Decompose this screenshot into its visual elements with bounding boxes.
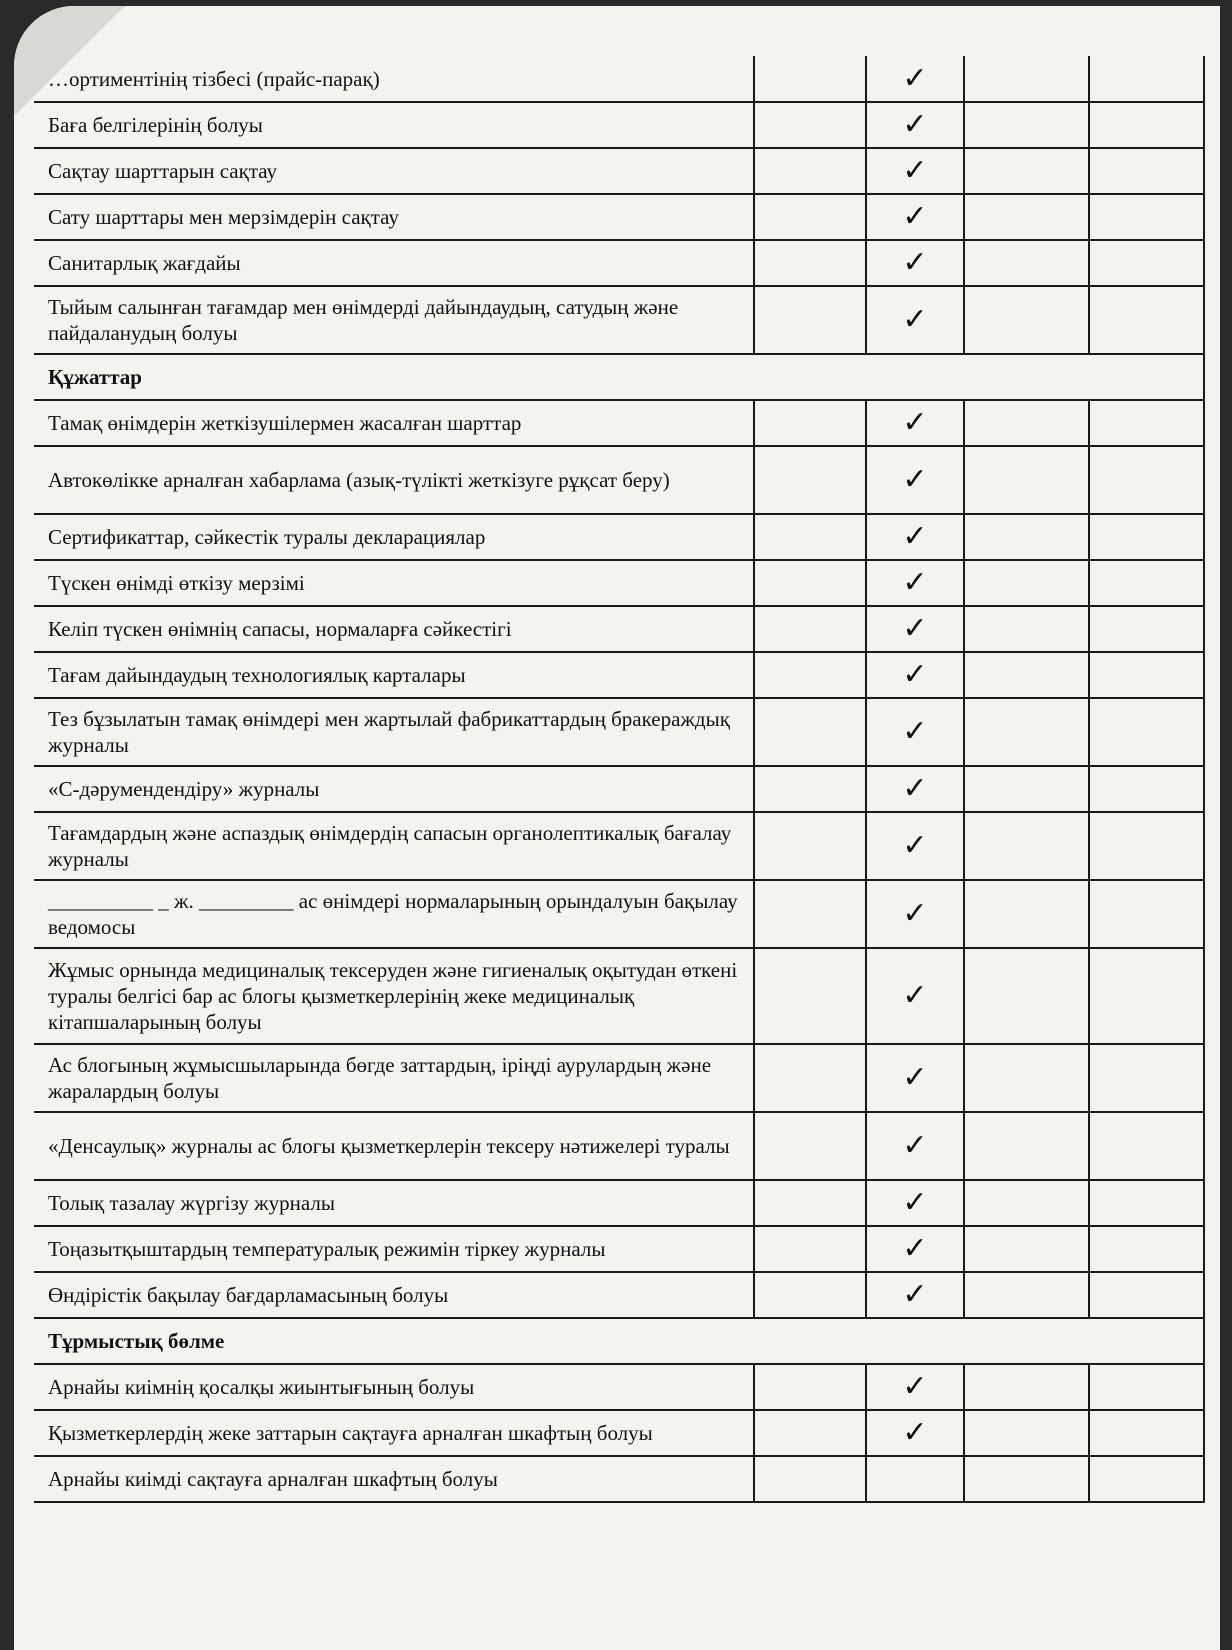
handwritten-check-mark: ✓ [902, 657, 928, 692]
blank-cell-c [1089, 286, 1204, 354]
checklist-row [34, 514, 1204, 560]
handwritten-check-mark: ✓ [902, 107, 928, 142]
check-cell [866, 1456, 964, 1502]
checklist-item-label: Толық тазалау жүргізу журналы [34, 1180, 754, 1226]
blank-cell-a [754, 286, 866, 354]
blank-cell-b [964, 560, 1089, 606]
check-cell [866, 1272, 964, 1318]
checklist-item-label: Тез бұзылатын тамақ өнімдері мен жартылай фабрикаттардың бракераждық журналы [34, 698, 754, 766]
handwritten-check-mark: ✓ [902, 302, 928, 337]
checklist-table [34, 56, 1205, 1503]
blank-cell-a [754, 148, 866, 194]
checklist-item-label: Сақтау шарттарын сақтау [34, 148, 754, 194]
blank-cell-c [1089, 1272, 1204, 1318]
handwritten-check-mark: ✓ [902, 519, 928, 554]
blank-cell-b [964, 102, 1089, 148]
section-header-row [34, 1318, 1204, 1364]
checklist-item-label: «Денсаулық» журналы ас блогы қызметкерлерін тексеру нәтижелері туралы [34, 1112, 754, 1180]
checklist-item-label: Арнайы киімнің қосалқы жиынтығының болуы [34, 1364, 754, 1410]
blank-cell-a [754, 1112, 866, 1180]
document-page [14, 6, 1220, 1650]
blank-cell-b [964, 1272, 1089, 1318]
check-cell [866, 606, 964, 652]
handwritten-check-mark: ✓ [902, 565, 928, 600]
handwritten-check-mark: ✓ [902, 60, 928, 96]
blank-cell-c [1089, 400, 1204, 446]
checklist-row [34, 1410, 1204, 1456]
blank-cell-a [754, 698, 866, 766]
blank-cell-c [1089, 880, 1204, 948]
blank-cell-a [754, 1364, 866, 1410]
checklist-item-label: «С-дәрумендендіру» журналы [34, 766, 754, 812]
blank-cell-b [964, 194, 1089, 240]
blank-cell-a [754, 948, 866, 1044]
blank-cell-c [1089, 1112, 1204, 1180]
blank-cell-c [1089, 1364, 1204, 1410]
blank-cell-c [1089, 560, 1204, 606]
blank-cell-c [1089, 194, 1204, 240]
checklist-row [34, 1112, 1204, 1180]
checklist-item-label: Баға белгілерінің болуы [34, 102, 754, 148]
check-cell [866, 240, 964, 286]
blank-cell-b [964, 698, 1089, 766]
section-edge-cell [1089, 1318, 1204, 1364]
blank-cell-a [754, 1180, 866, 1226]
checklist-item-label: Тоңазытқыштардың температуралық режимін тіркеу журналы [34, 1226, 754, 1272]
checklist-row [34, 948, 1204, 1044]
blank-cell-a [754, 102, 866, 148]
blank-cell-c [1089, 446, 1204, 514]
checklist-item-label: Тағам дайындаудың технологиялық карталары [34, 652, 754, 698]
check-cell [866, 880, 964, 948]
blank-cell-b [964, 286, 1089, 354]
checklist-item-label: Ас блогының жұмысшыларында бөгде заттардың, іріңді аурулардың және жаралардың болуы [34, 1044, 754, 1112]
checklist-item-label: Автокөлікке арналған хабарлама (азық-түлікті жеткізуге рұқсат беру) [34, 446, 754, 514]
check-cell [866, 652, 964, 698]
blank-cell-b [964, 1456, 1089, 1502]
handwritten-check-mark: ✓ [902, 978, 928, 1013]
blank-cell-a [754, 400, 866, 446]
checklist-row [34, 1044, 1204, 1112]
handwritten-check-mark: ✓ [902, 462, 928, 497]
section-title: Тұрмыстық бөлме [34, 1318, 1089, 1364]
check-cell [866, 1364, 964, 1410]
blank-cell-a [754, 1456, 866, 1502]
blank-cell-a [754, 606, 866, 652]
checklist-row [34, 1364, 1204, 1410]
handwritten-check-mark: ✓ [902, 1231, 928, 1266]
blank-cell-c [1089, 102, 1204, 148]
blank-cell-a [754, 652, 866, 698]
blank-cell-c [1089, 1180, 1204, 1226]
checklist-item-label: Тыйым салынған тағамдар мен өнімдерді дайындаудың, сатудың және пайдаланудың болуы [34, 286, 754, 354]
blank-cell-a [754, 240, 866, 286]
handwritten-check-mark: ✓ [902, 611, 928, 646]
blank-cell-b [964, 766, 1089, 812]
blank-cell-b [964, 652, 1089, 698]
checklist-row [34, 766, 1204, 812]
check-cell [866, 400, 964, 446]
checklist-item-label: Өндірістік бақылау бағдарламасының болуы [34, 1272, 754, 1318]
blank-cell-a [754, 1410, 866, 1456]
blank-cell-c [1089, 606, 1204, 652]
blank-cell-a [754, 56, 866, 102]
checklist-row [34, 1456, 1204, 1502]
blank-cell-b [964, 56, 1089, 102]
check-cell [866, 948, 964, 1044]
checklist-item-label: Тағамдардың және аспаздық өнімдердің сапасын органолептикалық бағалау журналы [34, 812, 754, 880]
blank-cell-b [964, 1410, 1089, 1456]
handwritten-check-mark: ✓ [902, 1277, 928, 1312]
handwritten-check-mark: ✓ [902, 1369, 928, 1404]
blank-cell-c [1089, 56, 1204, 102]
checklist-row [34, 1180, 1204, 1226]
blank-cell-c [1089, 652, 1204, 698]
check-cell [866, 812, 964, 880]
checklist-row [34, 148, 1204, 194]
handwritten-check-mark: ✓ [902, 1185, 928, 1220]
check-cell [866, 514, 964, 560]
checklist-row [34, 698, 1204, 766]
blank-cell-a [754, 194, 866, 240]
blank-cell-a [754, 1272, 866, 1318]
checklist-item-label: Арнайы киімді сақтауға арналған шкафтың болуы [34, 1456, 754, 1502]
check-cell [866, 1180, 964, 1226]
check-cell [866, 698, 964, 766]
check-cell [866, 102, 964, 148]
check-cell [866, 56, 964, 102]
blank-cell-a [754, 812, 866, 880]
blank-cell-b [964, 606, 1089, 652]
checklist-item-label: Қызметкерлердің жеке заттарын сақтауға арналған шкафтың болуы [34, 1410, 754, 1456]
checklist-row [34, 102, 1204, 148]
checklist-row [34, 194, 1204, 240]
blank-cell-b [964, 446, 1089, 514]
checklist-row [34, 652, 1204, 698]
blank-cell-b [964, 240, 1089, 286]
blank-cell-c [1089, 812, 1204, 880]
check-cell [866, 446, 964, 514]
checklist-row [34, 1226, 1204, 1272]
blank-cell-a [754, 514, 866, 560]
checklist-row [34, 560, 1204, 606]
handwritten-check-mark: ✓ [902, 405, 928, 440]
checklist-item-label: Санитарлық жағдайы [34, 240, 754, 286]
blank-cell-c [1089, 766, 1204, 812]
checklist-row [34, 286, 1204, 354]
check-cell [866, 1044, 964, 1112]
blank-cell-a [754, 880, 866, 948]
checklist-row [34, 1272, 1204, 1318]
blank-cell-a [754, 766, 866, 812]
handwritten-check-mark: ✓ [902, 771, 928, 806]
checklist-item-label: Түскен өнімді өткізу мерзімі [34, 560, 754, 606]
blank-cell-c [1089, 1044, 1204, 1112]
checklist-body [34, 56, 1204, 1502]
checklist-row [34, 606, 1204, 652]
blank-cell-b [964, 514, 1089, 560]
checklist-row [34, 400, 1204, 446]
checklist-row [34, 446, 1204, 514]
handwritten-check-mark: ✓ [902, 1415, 928, 1450]
checklist-item-label: Сату шарттары мен мерзімдерін сақтау [34, 194, 754, 240]
handwritten-check-mark: ✓ [902, 896, 928, 931]
blank-cell-b [964, 880, 1089, 948]
checklist-row [34, 880, 1204, 948]
checklist-row [34, 812, 1204, 880]
blank-cell-c [1089, 1456, 1204, 1502]
checklist-item-label: …ортиментінің тізбесі (прайс-парақ) [34, 56, 754, 102]
blank-cell-c [1089, 514, 1204, 560]
check-cell [866, 286, 964, 354]
section-header-row [34, 354, 1204, 400]
blank-cell-c [1089, 948, 1204, 1044]
handwritten-check-mark: ✓ [902, 1060, 928, 1095]
check-cell [866, 194, 964, 240]
blank-cell-c [1089, 1226, 1204, 1272]
blank-cell-a [754, 1226, 866, 1272]
blank-cell-c [1089, 698, 1204, 766]
blank-cell-b [964, 1112, 1089, 1180]
checklist-item-label: Жұмыс орнында медициналық тексеруден және гигиеналық оқытудан өткені туралы белгісі бар ас блогы қызметкерлерінің жеке медициналық кітапшаларының болуы [34, 948, 754, 1044]
handwritten-check-mark: ✓ [902, 828, 928, 863]
check-cell [866, 148, 964, 194]
checklist-item-label: Келіп түскен өнімнің сапасы, нормаларға сәйкестігі [34, 606, 754, 652]
blank-cell-a [754, 560, 866, 606]
blank-cell-b [964, 948, 1089, 1044]
checklist-item-label: Сертификаттар, сәйкестік туралы декларациялар [34, 514, 754, 560]
blank-cell-a [754, 446, 866, 514]
blank-cell-a [754, 1044, 866, 1112]
handwritten-check-mark: ✓ [902, 199, 928, 234]
blank-cell-b [964, 1226, 1089, 1272]
handwritten-check-mark: ✓ [902, 714, 928, 749]
handwritten-check-mark: ✓ [902, 245, 928, 280]
checklist-row [34, 240, 1204, 286]
check-cell [866, 1226, 964, 1272]
section-edge-cell [1089, 354, 1204, 400]
blank-cell-c [1089, 148, 1204, 194]
blank-cell-b [964, 400, 1089, 446]
blank-cell-b [964, 1180, 1089, 1226]
blank-cell-b [964, 1364, 1089, 1410]
blank-cell-b [964, 148, 1089, 194]
blank-cell-b [964, 812, 1089, 880]
check-cell [866, 1112, 964, 1180]
handwritten-check-mark: ✓ [902, 153, 928, 188]
checklist-item-label: Тамақ өнімдерін жеткізушілермен жасалған шарттар [34, 400, 754, 446]
check-cell [866, 766, 964, 812]
section-title: Құжаттар [34, 354, 1089, 400]
checklist-item-label: __________ _ ж. _________ ас өнімдері нормаларының орындалуын бақылау ведомосы [34, 880, 754, 948]
blank-cell-c [1089, 240, 1204, 286]
blank-cell-b [964, 1044, 1089, 1112]
check-cell [866, 1410, 964, 1456]
blank-cell-c [1089, 1410, 1204, 1456]
check-cell [866, 560, 964, 606]
handwritten-check-mark: ✓ [902, 1128, 928, 1163]
checklist-row [34, 56, 1204, 102]
